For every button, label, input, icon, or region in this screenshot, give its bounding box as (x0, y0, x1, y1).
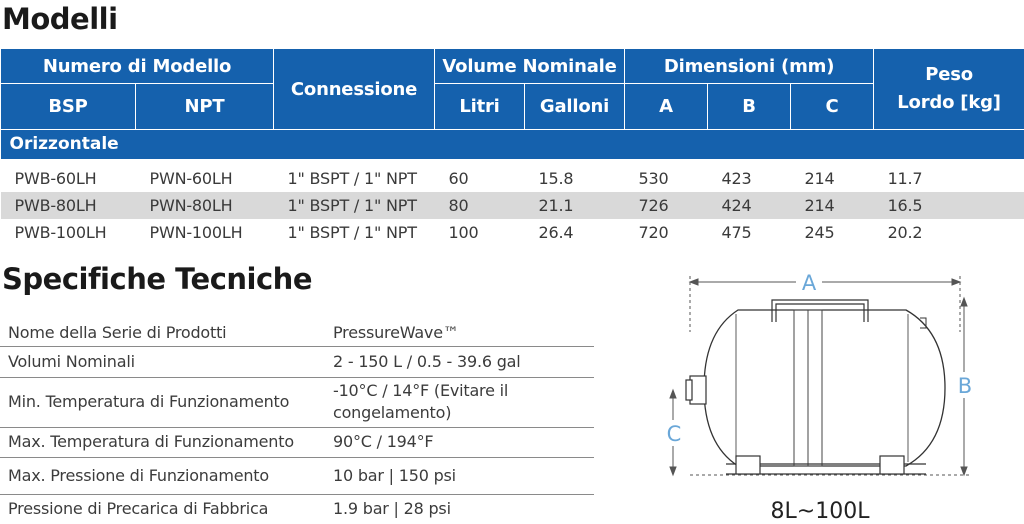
cell-dim-b: 475 (721, 222, 752, 242)
spec-row (0, 346, 594, 377)
dimension-c-label: C (666, 422, 682, 446)
spec-value: 1.9 bar | 28 psi (333, 498, 451, 518)
cell-dim-c: 214 (791, 192, 874, 219)
spec-row (0, 320, 594, 346)
spec-value: 90°C / 194°F (325, 427, 594, 457)
header-model-number: Numero di Modello (1, 49, 274, 84)
models-title: Modelli (2, 2, 118, 36)
diagram-caption: 8L~100L (770, 499, 870, 524)
group-horizontal: Orizzontale (1, 130, 1024, 159)
cell-dim-c: 214 (804, 168, 835, 188)
header-gallons: Galloni (525, 84, 625, 130)
cell-liters: 60 (448, 168, 469, 188)
header-dim-b: B (708, 84, 791, 130)
cell-weight: 20.2 (887, 222, 923, 242)
cell-weight: 11.7 (887, 168, 923, 188)
spec-key: Min. Temperatura di Funzionamento (0, 377, 325, 427)
spec-row (0, 494, 594, 523)
tank-top-bracket (772, 300, 868, 322)
tank-strap (794, 310, 822, 466)
header-npt: NPT (136, 84, 274, 130)
header-gross-weight: Peso Lordo [kg] (874, 49, 1024, 130)
cell-gallons: 21.1 (525, 192, 625, 219)
spec-key: Volumi Nominali (0, 346, 325, 377)
specs-table (0, 320, 594, 523)
header-nominal-volume: Volume Nominale (435, 49, 625, 84)
cell-npt: PWN-60LH (149, 168, 233, 188)
table-row (1, 219, 1024, 246)
spec-key: Max. Temperatura di Funzionamento (0, 427, 325, 457)
dimension-a-label: A (801, 271, 817, 295)
cell-npt: PWN-100LH (149, 222, 243, 242)
cell-bsp: PWB-60LH (14, 168, 97, 188)
table-row (1, 192, 1024, 219)
cell-liters: 80 (435, 192, 525, 219)
models-table (0, 48, 1024, 246)
spec-value: -10°C / 14°F (Evitare il congelamento) (325, 377, 594, 427)
header-dim-a: A (625, 84, 708, 130)
spec-value: 2 - 150 L / 0.5 - 39.6 gal (325, 346, 594, 377)
cell-bsp: PWB-80LH (1, 192, 136, 219)
cell-dim-b: 423 (721, 168, 752, 188)
spec-key: Pressione di Precarica di Fabbrica (8, 498, 269, 518)
cell-connection: 1" BSPT / 1" NPT (274, 192, 435, 219)
connection-port (686, 376, 706, 404)
tank-body (704, 310, 945, 466)
cell-npt: PWN-80LH (136, 192, 274, 219)
table-row (1, 165, 1024, 192)
spec-value: 10 bar | 150 psi (325, 457, 594, 494)
tank-diagram (650, 262, 1024, 524)
spec-value: PressureWave™ (325, 320, 594, 346)
cell-liters: 100 (448, 222, 479, 242)
header-connection: Connessione (274, 49, 435, 130)
spec-key: Max. Pressione di Funzionamento (0, 457, 325, 494)
header-dim-c: C (791, 84, 874, 130)
header-bsp: BSP (1, 84, 136, 130)
specs-title: Specifiche Tecniche (2, 262, 312, 296)
spec-row (0, 457, 594, 494)
cell-weight: 16.5 (874, 192, 1024, 219)
cell-connection: 1" BSPT / 1" NPT (287, 168, 417, 188)
cell-dim-a: 720 (638, 222, 669, 242)
cell-gallons: 26.4 (538, 222, 574, 242)
cell-dim-a: 726 (625, 192, 708, 219)
spec-row (0, 427, 594, 457)
header-dimensions: Dimensioni (mm) (625, 49, 874, 84)
cell-dim-c: 245 (804, 222, 835, 242)
spec-row (0, 377, 594, 427)
dimension-b-label: B (957, 374, 973, 398)
cell-connection: 1" BSPT / 1" NPT (287, 222, 417, 242)
cell-gallons: 15.8 (538, 168, 574, 188)
cell-dim-a: 530 (638, 168, 669, 188)
cell-dim-b: 424 (708, 192, 791, 219)
header-liters: Litri (435, 84, 525, 130)
tank-base (726, 456, 926, 474)
cell-bsp: PWB-100LH (14, 222, 107, 242)
spec-key: Nome della Serie di Prodotti (0, 320, 325, 346)
